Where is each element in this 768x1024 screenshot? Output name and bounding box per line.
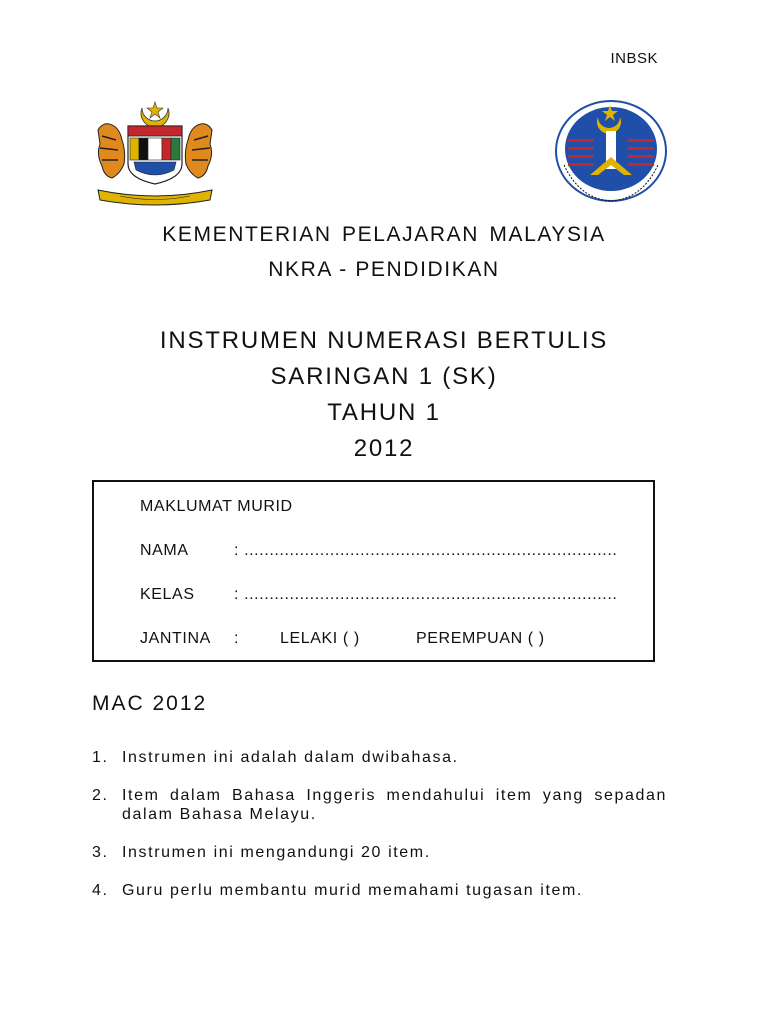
title-line-2: SARINGAN 1 (SK)	[270, 363, 498, 390]
instruction-number: 2.	[92, 787, 109, 804]
class-field[interactable]: : ..........................................................................	[234, 586, 618, 603]
instruction-item	[92, 881, 667, 900]
organization-name: KEMENTERIAN PELAJARAN MALAYSIA	[162, 223, 606, 246]
name-field[interactable]: : ..........................................................................	[234, 542, 618, 559]
gender-option-female[interactable]: PEREMPUAN ( )	[416, 630, 545, 647]
student-info-box	[92, 480, 655, 662]
program-name: NKRA - PENDIDIKAN	[268, 258, 500, 281]
title-line-3: TAHUN 1	[327, 399, 441, 426]
instruction-item	[92, 786, 667, 824]
instruction-item	[92, 843, 667, 862]
gender-label: JANTINA	[140, 630, 211, 647]
instruction-text: Instrumen ini mengandungi 20 item.	[122, 844, 431, 861]
instruction-item	[92, 748, 667, 767]
student-info-heading: MAKLUMAT MURID	[140, 498, 293, 515]
document-code: INBSK	[610, 50, 658, 67]
name-label: NAMA	[140, 542, 189, 559]
instruction-text: Item dalam Bahasa Inggeris mendahului item yang sepadan dalam Bahasa Melayu.	[122, 787, 667, 823]
title-line-4: 2012	[353, 435, 415, 462]
title-line-1: INSTRUMEN NUMERASI BERTULIS	[159, 327, 609, 354]
instructions-list	[92, 748, 667, 919]
instruction-number: 3.	[92, 844, 109, 861]
instruction-number: 4.	[92, 882, 109, 899]
gender-option-male[interactable]: LELAKI ( )	[280, 630, 360, 647]
gender-colon: :	[234, 630, 240, 647]
coat-of-arms-icon	[90, 100, 220, 210]
instruction-text: Guru perlu membantu murid memahami tugasan item.	[122, 882, 583, 899]
instruction-text: Instrumen ini adalah dalam dwibahasa.	[122, 749, 459, 766]
class-label: KELAS	[140, 586, 195, 603]
ministry-logo-icon	[550, 95, 672, 207]
exam-date: MAC 2012	[92, 692, 208, 715]
instruction-number: 1.	[92, 749, 109, 766]
